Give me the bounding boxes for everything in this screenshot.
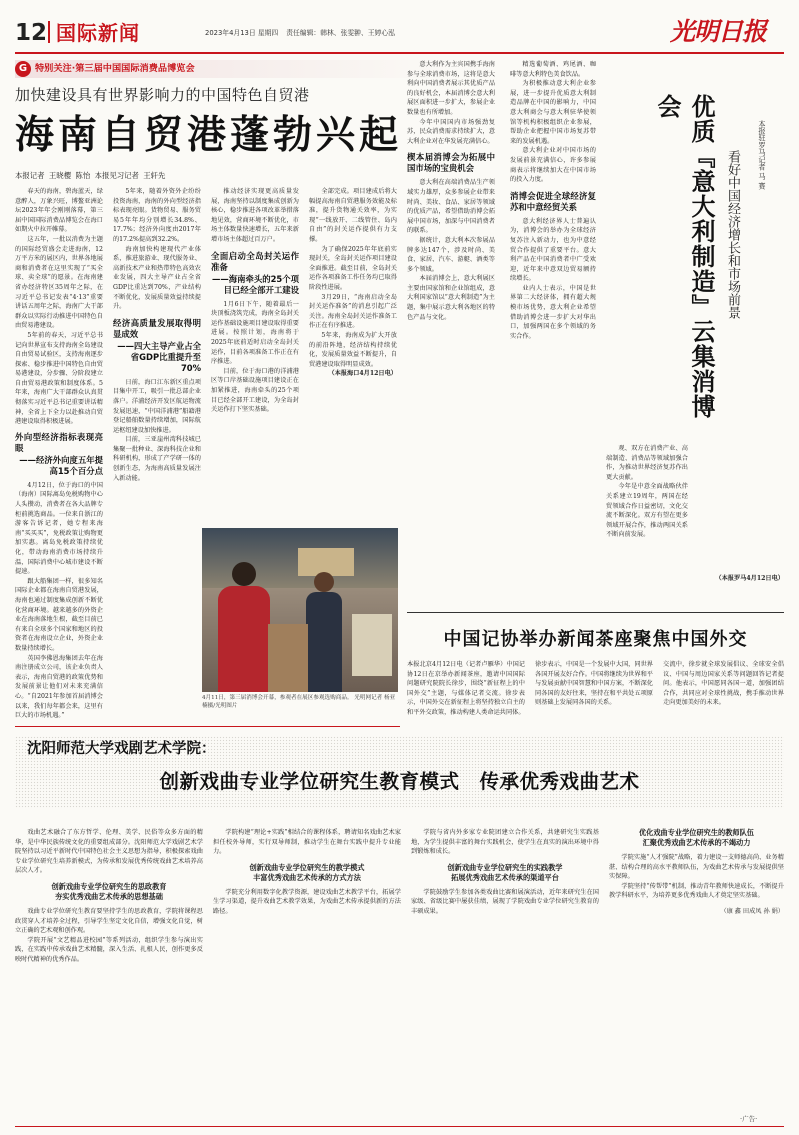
- paragraph: 为了确保2025年年底前实现封关，全岛封关运作项目建设全面推进。截至目前，全岛封关运作各项准备工作任务均已取得阶段性进展。: [309, 245, 397, 291]
- subheading: 全面启动全岛封关运作准备: [211, 250, 299, 272]
- paragraph: 学院充分利用数字化教学资源，建设戏曲艺术教学平台，拓展学生学习渠道，提升戏曲艺术教学效果，为戏曲艺术传承提供新的方法路径。: [213, 888, 401, 915]
- advertorial-col-3: [411, 828, 599, 1110]
- paragraph: 春天的海南，碧海蓝天，绿意醉人，万象兴旺，博鳌亚洲论坛2023年年会刚刚落幕，第三届中国国际消费品博览会在海口如期火中拉开帷幕。: [15, 188, 103, 234]
- paragraph: 4月12日，位于海口的中国（海南）国际离岛免税购物中心人头攒动，消费者在各大品牌专柜前挑选商品。一位来自浙江的游客告诉记者，她专程来海南“买买买”，免税政策让购物更加实惠。离岛免税政策持续优化，带动海南消费市场持续升温，国际消费中心城市建设不断提速。: [15, 481, 103, 576]
- paragraph: 目前，位于海口港的洋浦港区等口岸基础设施项目建设正在加紧推进，海南牵头的25个项目已经全部开工建设，为全岛封关运作打下坚实基础。: [211, 367, 299, 414]
- masthead: [15, 18, 784, 48]
- paragraph: 本届消博会上，意大利展区主要由国家馆和企业馆组成，意大利国家馆以“意大利制造”为主题，集中展示意大利各地区的特色产品与文化。: [407, 275, 495, 321]
- italy-col-3: [698, 444, 784, 608]
- italy-col-2: [606, 444, 688, 608]
- subheading: 经济高质量发展取得明显成效: [113, 317, 201, 339]
- bottom-rule: [15, 1126, 784, 1127]
- photo-figure-head: [232, 562, 256, 586]
- section-divider: [15, 726, 400, 727]
- forum-col-2: 徐步表示，中国是一个发展中大国，同世界各国开展友好合作。中国将继续为世界和平与发展贡献中国智慧和中国方案，不断深化同各国的友好往来，坚持在和平共处五项原则基础上发展同各国的关系。: [535, 661, 653, 707]
- photo-display-shelf: [352, 614, 392, 676]
- photo-figure-red-coat: [218, 586, 270, 692]
- dateline-note: （本报海口4月12日电）: [328, 370, 397, 378]
- expo-photo: [202, 528, 398, 692]
- paragraph: 5年来，海南成为扩大开放的前沿阵地，经济结构持续优化，发展质量效益不断提升，自贸港建设取得明显成效。: [309, 331, 397, 368]
- g-badge-icon: G: [15, 61, 31, 77]
- paragraph: 业内人士表示，中国是世界第二大经济体，拥有超大规模市场优势，意大利企业希望借助消博会进一步扩大对华出口，加强两国在多个领域的务实合作。: [510, 284, 596, 340]
- feature-headline: 海南自贸港蓬勃兴起: [15, 113, 403, 158]
- paragraph: 3月29日，“海南启动全岛封关运作准备”的消息引起广泛关注。海南全岛封关运作准备工作正在有序推进。: [309, 293, 397, 330]
- paragraph: 意大利企业对中国市场的发展前景充满信心，许多参展商表示将继续加大在中国市场的投入力度。: [510, 147, 596, 184]
- feature-col-5: [407, 60, 495, 608]
- section-divider: [407, 612, 784, 613]
- paragraph: 学院与省内外多家专业院团建立合作关系，共建研究生实践基地，为学生提供丰富的舞台实践机会，使学生在真实的演出环境中得到锻炼和成长。: [411, 829, 599, 856]
- paragraph: 这五年，一批以消费为主题的国际经贸盛会走进海南，12万平方米的展区内，世界各地展商和消费者在这里实现了“买全球、卖全球”的愿景。在海南建省办经济特区35周年之际，在习近平总书记发表“4·13”重要讲话五周年之际，海南广大干部群众以实际行动推进中国特色自由贸易港建设。: [15, 235, 103, 330]
- subheading: 优化戏曲专业学位研究生的教师队伍 汇聚优秀戏曲艺术传承的不竭动力: [638, 828, 754, 847]
- forum-col-3: 交流中，徐步就全球发展倡议、全球安全倡议、中国与周边国家关系等问题回答记者提问。他表示，中国愿同各国一道，加强团结合作，共同应对全球性挑战，携手推动世界走向更加美好的未来。: [663, 661, 784, 707]
- subheading: 楔本届消博会为拓展中国市场的宝贵机会: [407, 152, 495, 174]
- paragraph: 跟大船集团一样，很多知名国际企业都在海南自贸港发展，海南也通过制度集成创新不断优化营商环境。越来越多的外资企业在海南落地生根，截至目前已有来自全球多个国家和地区的投资者在海南设立企业，外资企业数量持续增长。: [15, 577, 103, 652]
- feature-col-2: [113, 187, 201, 719]
- subheading: ——海南牵头的25个项目已经全部开工建设: [211, 273, 299, 295]
- series-banner: [15, 60, 455, 78]
- dateline-note: （本报罗马4月12日电）: [715, 574, 784, 582]
- series-banner-text: 特别关注·第三届中国国际消费品博览会: [35, 63, 195, 74]
- subheading: 创新戏曲专业学位研究生的实践教学 拓展优秀戏曲艺术传承的渠道平台: [447, 862, 563, 882]
- photo-caption: 4月11日，第三届消博会开幕，参观者在展区参观选购商品。 光明网记者 杨亚楠摄/光明图片: [202, 695, 396, 710]
- subheading: 创新戏曲专业学位研究生的思政教育 夯实优秀戏曲艺术传承的思想基础: [51, 881, 167, 901]
- paragraph: 5年来，随着外资外企纷纷投资海南，海南的外向型经济指标表现亮眼。货物贸易、服务贸易5年年均分别增长34.8%、17.7%；经济外向度由2017年的17.2%提高到32.2%。: [113, 188, 201, 243]
- section-title: 国际新闻: [56, 21, 140, 45]
- feature-byline: 本报记者 王晓樱 陈怡 本报见习记者 王轩先: [15, 171, 166, 180]
- photo-counter: [268, 624, 308, 692]
- paragraph: 戏曲专业学位研究生教育要坚持学生的思政教育，学院将课程思政贯穿人才培养全过程，引导学生坚定文化自信，增强文化自觉，树立正确的艺术观和创作观。: [15, 907, 203, 935]
- paragraph: 精选葡萄酒、鸡尾酒、咖啡等意大利特色美食饮品。: [510, 61, 596, 78]
- advertorial-byline: （康 鑫 田成凤 孙 娟）: [720, 907, 784, 915]
- paragraph: 学院开展“文艺精品进校园”等系列活动，组织学生参与演出实践，在实践中传承戏曲艺术精髓，深入生活、扎根人民，创作更多反映时代精神的优秀作品。: [15, 936, 203, 963]
- date-line: [205, 28, 395, 38]
- paragraph: 1月6日下午，随着最后一块顶板浇筑完成，海南全岛封关运作基础设施项目建设取得重要进展。按照计划，海南将于2025年底前适时启动全岛封关运作，目前各项准备工作正在有序推进。: [211, 300, 299, 366]
- advertorial-col-1: [15, 828, 203, 1110]
- paragraph: 学院实施“人才强院”战略，着力建设一支师德高尚、业务精湛、结构合理的高水平教师队伍，为戏曲艺术传承与发展提供坚实保障。: [609, 854, 784, 881]
- advertorial-col-4: [609, 828, 784, 1110]
- advertorial-title-line-1: 沈阳师范大学戏剧艺术学院：: [27, 741, 216, 757]
- paragraph: 学院坚持“传帮带”机制，推动青年教师快速成长，不断提升教学科研水平，为培养更多优秀戏曲人才奠定坚实基础。: [609, 882, 784, 900]
- paragraph: 意大利在高端消费品生产领域实力雄厚，众多参展企业带来时尚、美妆、食品、家居等领域的优质产品，希望借助消博会拓展中国市场，加深与中国消费者的联系。: [407, 179, 495, 235]
- paragraph: [698, 444, 784, 454]
- paragraph: 5年前的春天，习近平总书记向世界宣布支持海南全岛建设自由贸易试验区，支持海南逐步探索、稳步推进中国特色自由贸易港建设，分步骤、分阶段建立自由贸易港政策和制度体系。5年来，海南广大干部群众认真贯彻落实习近平总书记重要讲话精神，全省上下全力以赴推动自贸港建设取得积极进展。: [15, 331, 103, 426]
- subheading: ——四大主导产业占全省GDP比重提升至70%: [117, 340, 201, 373]
- page-number: 12: [15, 20, 48, 46]
- paragraph: 英国李佛恩海集团去年在海南注册成立公司，该企业负责人表示，海南自贸港的政策优势和发展前景让他们对未来充满信心。“自2021年参加首届消博会以来，我们每年都会来，这里有巨大的市场机遇。”: [15, 654, 103, 720]
- paragraph: 推动经济实现更高质量发展，海南坚持以制度集成创新为核心，稳步推进各项改革举措落地见效，营商环境不断优化，市场主体数量快速增长，五年来新增市场主体超过百万户。: [211, 188, 299, 243]
- advertorial-title-band: [15, 736, 784, 808]
- italy-col-1: [510, 60, 596, 608]
- paragraph: 戏曲艺术融合了东方哲学、伦理、美学、民俗等众多方面的精华，是中华民族传统文化的重要组成部分。沈阳师范大学戏剧艺术学院坚持以习近平新时代中国特色社会主义思想为指导，积极探索戏曲专业学位研究生培养新模式，为传承和发展优秀传统戏曲艺术培养高层次人才。: [15, 829, 203, 875]
- ad-mark: ·广告·: [740, 1115, 758, 1123]
- photo-figure-suit: [306, 592, 342, 692]
- masthead-rule: [15, 52, 784, 54]
- paragraph: 观、双方在消费产业、高端制造、消费品等领域加强合作，为推动世界经济复苏作出更大贡献。: [606, 445, 688, 481]
- subheading: ——经济外向度五年提高15个百分点: [19, 454, 103, 476]
- feature-kicker: 加快建设具有世界影响力的中国特色自贸港: [15, 86, 310, 104]
- forum-col-1: 本报北京4月12日电（记者卢雁华）中国记协12日在京举办新闻茶座，邀请中国国际问题研究院院长徐步，围绕“新征程上的中国外交”主题，与媒体记者交流。徐步表示，中国外交在新征程上将坚持独立自主的和平外交政策，推动构建人类命运共同体。: [407, 661, 525, 716]
- advertorial-col-2: [213, 828, 401, 1110]
- paragraph: 全部完成。项目建成后将大幅提高海南自贸港服务效能及标准，提升货物通关效率，为实现“一线放开、二线管住、岛内自由”的封关运作提供有力支撑。: [309, 188, 397, 243]
- paragraph: 学院构建“理论+实践”相结合的课程体系，聘请知名戏曲艺术家担任校外导师，实行双导师制，推动学生在舞台实践中提升专业能力。: [213, 829, 401, 856]
- date-text: 2023年4月13日 星期四: [205, 29, 279, 37]
- subheading: 创新戏曲专业学位研究生的教学模式 丰富优秀戏曲艺术传承的方式方法: [249, 862, 365, 882]
- subheading: 外向型经济指标表现亮眼: [15, 431, 103, 453]
- italy-subhead: 看好中国经济增长和市场前景: [725, 150, 740, 319]
- photo-figure-head: [314, 572, 334, 592]
- paragraph: 日前，海口江东新区重点项目集中开工，吸引一批总部企业落户。洋浦经济开发区航运物流发展迅速，“中国洋浦港”船籍港登记船舶数量持续增加，国际航运枢纽建设加快推进。: [113, 378, 201, 434]
- italy-headline: 优质『意大利制造』云集消博会: [653, 94, 715, 419]
- paragraph: 意大利作为主宾国携手海南参与全球消费市场，这将是意大利向中国消费者展示其优质产品的良好机会，本届消博会意大利展区面积进一步扩大，参展企业数量也有所增加。: [407, 61, 495, 116]
- paragraph: 据统计，意大利本次参展品牌多达147个，涉及时尚、美食、家居、汽车、游艇、酒类等多个领域。: [407, 236, 495, 273]
- paragraph: 意大利经济界人士普遍认为，消博会的举办为全球经济复苏注入新动力，也为中意经贸合作提供了重要平台。意大利产品在中国消费者中广受欢迎，近年来中意双边贸易额持续增长。: [510, 217, 596, 283]
- paragraph: 目前，三亚崖州湾科技城已集聚一批种业、深海科技企业和科研机构，形成了产学研一体的创新生态，为海南高质量发展注入新动能。: [113, 436, 201, 482]
- masthead-divider: [48, 21, 50, 43]
- paragraph: 海南加快构建现代产业体系，推进旅游业、现代服务业、高新技术产业和热带特色高效农业发展，四大主导产业占全省GDP比重达到70%，产业结构不断优化，发展质量效益持续提升。: [113, 245, 201, 311]
- newspaper-logo: 光明日报: [670, 17, 767, 46]
- paragraph: 学院鼓励学生参加各类戏曲比赛和展演活动，近年来研究生在国家级、省级比赛中屡获佳绩，展现了学院戏曲专业学位研究生教育的丰硕成果。: [411, 888, 599, 915]
- italy-byline: 本报驻罗马记者 马 赛: [758, 120, 767, 190]
- forum-headline: 中国记协举办新闻茶座聚焦中国外交: [443, 629, 748, 650]
- paragraph: 今年中国国内市场强劲复苏，民众消费需求持续扩大，意大利企业对在华发展充满信心。: [407, 118, 495, 145]
- paragraph: 为积极推动意大利企业参展，进一步提升优质意大利制造品牌在中国的影响力，中国意大利商会与意大利驻华使领馆等机构积极组织企业参展，帮助企业把握中国市场复苏带来的发展机遇。: [510, 80, 596, 145]
- subheading: 消博会促进全球经济复苏和中意经贸关系: [510, 190, 596, 212]
- paragraph: 今年是中意全面战略伙伴关系建立19周年，两国在经贸领域合作日益密切，文化交流不断深化。双方有望在更多领域开展合作，推动两国关系不断向前发展。: [606, 483, 688, 539]
- advertorial-title-line-2: 创新戏曲专业学位研究生教育模式 传承优秀戏曲艺术: [159, 770, 640, 793]
- editor-text: 责任编辑：韩林、张雯翀、王婷心泓: [286, 29, 395, 37]
